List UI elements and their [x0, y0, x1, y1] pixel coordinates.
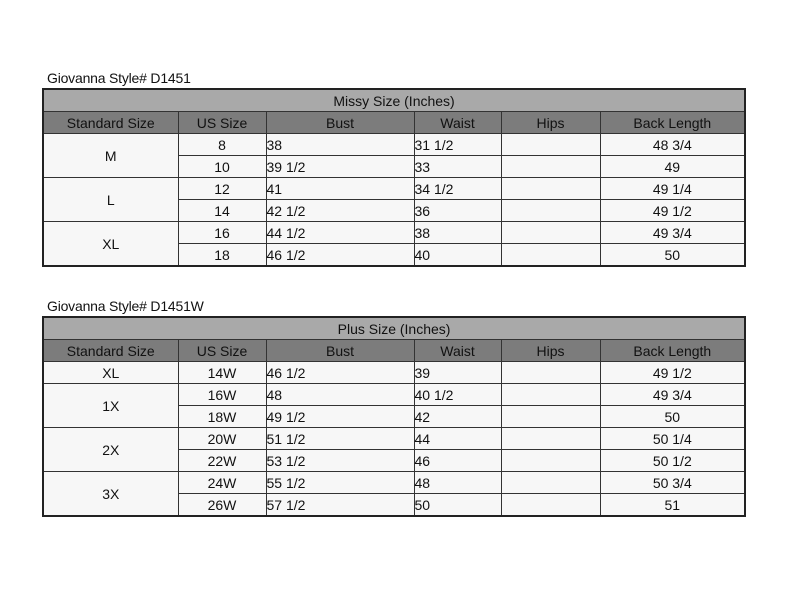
us-size-cell: 18: [178, 244, 266, 267]
back-length-cell: 49 3/4: [600, 384, 745, 406]
waist-cell: 46: [414, 450, 501, 472]
table-row: [43, 472, 745, 494]
waist-cell: 44: [414, 428, 501, 450]
header-bust: Bust: [266, 112, 414, 134]
back-length-cell: 49 1/4: [600, 178, 745, 200]
us-size-cell: 18W: [178, 406, 266, 428]
bust-cell: 55 1/2: [266, 472, 414, 494]
header-us-size: US Size: [178, 340, 266, 362]
waist-cell: 39: [414, 362, 501, 384]
us-size-cell: 10: [178, 156, 266, 178]
us-size-cell: 22W: [178, 450, 266, 472]
table-row: [43, 134, 745, 156]
table-caption: Plus Size (Inches): [43, 317, 745, 340]
bust-cell: 49 1/2: [266, 406, 414, 428]
header-waist: Waist: [414, 112, 501, 134]
table-row: [43, 384, 745, 406]
standard-size-cell: XL: [43, 222, 178, 267]
bust-cell: 48: [266, 384, 414, 406]
hips-cell: [501, 134, 600, 156]
waist-cell: 50: [414, 494, 501, 517]
header-back-length: Back Length: [600, 112, 745, 134]
back-length-cell: 50 3/4: [600, 472, 745, 494]
bust-cell: 42 1/2: [266, 200, 414, 222]
hips-cell: [501, 244, 600, 267]
hips-cell: [501, 200, 600, 222]
waist-cell: 33: [414, 156, 501, 178]
hips-cell: [501, 178, 600, 200]
bust-cell: 53 1/2: [266, 450, 414, 472]
plus-size-section: [42, 296, 744, 517]
us-size-cell: 16: [178, 222, 266, 244]
standard-size-cell: M: [43, 134, 178, 178]
hips-cell: [501, 384, 600, 406]
waist-cell: 34 1/2: [414, 178, 501, 200]
header-standard-size: Standard Size: [43, 112, 178, 134]
style-title: Giovanna Style# D1451: [47, 70, 191, 86]
standard-size-cell: 3X: [43, 472, 178, 517]
waist-cell: 40 1/2: [414, 384, 501, 406]
bust-cell: 46 1/2: [266, 362, 414, 384]
table-row: [43, 178, 745, 200]
header-waist: Waist: [414, 340, 501, 362]
back-length-cell: 50: [600, 244, 745, 267]
us-size-cell: 16W: [178, 384, 266, 406]
header-hips: Hips: [501, 340, 600, 362]
style-title: Giovanna Style# D1451W: [47, 298, 204, 314]
header-back-length: Back Length: [600, 340, 745, 362]
standard-size-cell: L: [43, 178, 178, 222]
us-size-cell: 14W: [178, 362, 266, 384]
bust-cell: 41: [266, 178, 414, 200]
plus-size-table: [42, 316, 746, 517]
missy-size-table: [42, 88, 746, 267]
header-us-size: US Size: [178, 112, 266, 134]
bust-cell: 51 1/2: [266, 428, 414, 450]
back-length-cell: 49 3/4: [600, 222, 745, 244]
back-length-cell: 49: [600, 156, 745, 178]
hips-cell: [501, 472, 600, 494]
standard-size-cell: XL: [43, 362, 178, 384]
hips-cell: [501, 494, 600, 517]
hips-cell: [501, 406, 600, 428]
waist-cell: 42: [414, 406, 501, 428]
hips-cell: [501, 362, 600, 384]
standard-size-cell: 1X: [43, 384, 178, 428]
bust-cell: 57 1/2: [266, 494, 414, 517]
us-size-cell: 8: [178, 134, 266, 156]
waist-cell: 36: [414, 200, 501, 222]
back-length-cell: 49 1/2: [600, 200, 745, 222]
waist-cell: 38: [414, 222, 501, 244]
bust-cell: 46 1/2: [266, 244, 414, 267]
table-row: [43, 428, 745, 450]
back-length-cell: 49 1/2: [600, 362, 745, 384]
us-size-cell: 24W: [178, 472, 266, 494]
hips-cell: [501, 428, 600, 450]
standard-size-cell: 2X: [43, 428, 178, 472]
bust-cell: 44 1/2: [266, 222, 414, 244]
back-length-cell: 48 3/4: [600, 134, 745, 156]
hips-cell: [501, 156, 600, 178]
back-length-cell: 50 1/4: [600, 428, 745, 450]
us-size-cell: 26W: [178, 494, 266, 517]
hips-cell: [501, 450, 600, 472]
hips-cell: [501, 222, 600, 244]
table-caption: Missy Size (Inches): [43, 89, 745, 112]
table-row: [43, 362, 745, 384]
bust-cell: 39 1/2: [266, 156, 414, 178]
back-length-cell: 51: [600, 494, 745, 517]
us-size-cell: 12: [178, 178, 266, 200]
bust-cell: 38: [266, 134, 414, 156]
table-row: [43, 222, 745, 244]
header-hips: Hips: [501, 112, 600, 134]
us-size-cell: 14: [178, 200, 266, 222]
back-length-cell: 50: [600, 406, 745, 428]
header-bust: Bust: [266, 340, 414, 362]
waist-cell: 48: [414, 472, 501, 494]
us-size-cell: 20W: [178, 428, 266, 450]
waist-cell: 40: [414, 244, 501, 267]
header-standard-size: Standard Size: [43, 340, 178, 362]
back-length-cell: 50 1/2: [600, 450, 745, 472]
missy-size-section: [42, 68, 744, 267]
waist-cell: 31 1/2: [414, 134, 501, 156]
